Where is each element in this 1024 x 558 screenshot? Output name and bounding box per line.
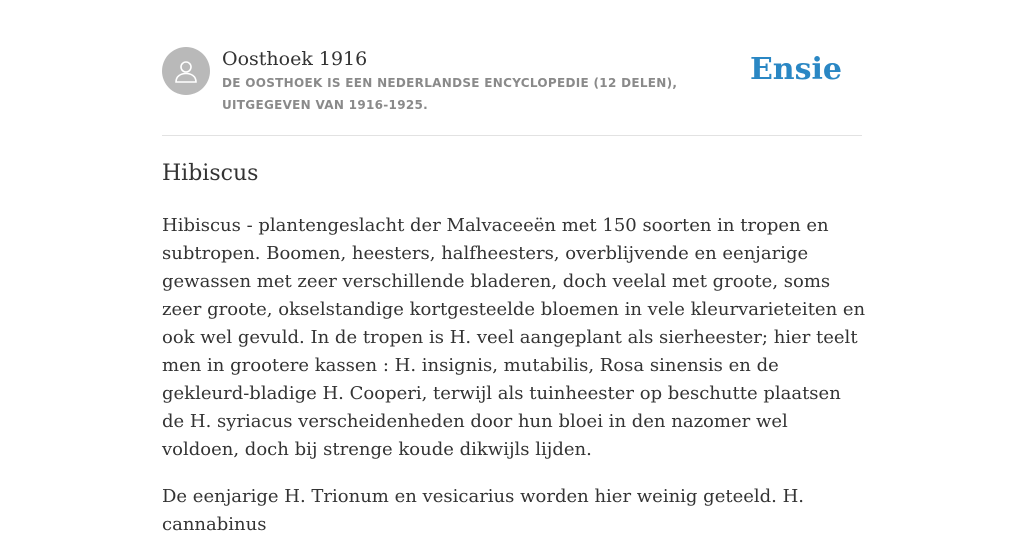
user-icon	[172, 57, 200, 85]
source-title[interactable]: Oosthoek 1916	[222, 48, 368, 70]
entry-paragraph: De eenjarige H. Trionum en vesicarius worden hier weinig geteeld. H. cannabinus	[162, 486, 805, 535]
entry-body	[162, 212, 867, 558]
page-title: Hibiscus	[162, 161, 259, 186]
source-avatar[interactable]	[162, 47, 210, 95]
source-description: DE OOSTHOEK IS EEN NEDERLANDSE ENCYCLOPEDIE (12 DELEN), UITGEGEVEN VAN 1916-1925.	[222, 76, 678, 112]
entry-paragraph: Hibiscus - plantengeslacht der Malvaceeën met 150 soorten in tropen en subtropen. Boomen, heesters, halfheesters, overblijvende en eenjarige gewassen met zeer verschillende bladeren, doch veelal met groote, soms zeer groote, okselstandige kortgesteelde bloemen in vele kleurvarieteiten en ook wel gevuld. In de tropen is H. veel aangeplant als sierheester; hier teelt men in grootere kassen : H. insignis, mutabilis, Rosa sinensis en de gekleurd-bladige H. Cooperi, terwijl als tuinheester op beschutte plaatsen de H. syriacus verscheidenheden door hun bloei in den nazomer wel voldoen, doch bij strenge koude dikwijls lijden.	[162, 215, 866, 460]
header-divider	[162, 135, 862, 136]
brand-logo[interactable]: Ensie	[749, 52, 842, 87]
source-header	[162, 47, 862, 135]
